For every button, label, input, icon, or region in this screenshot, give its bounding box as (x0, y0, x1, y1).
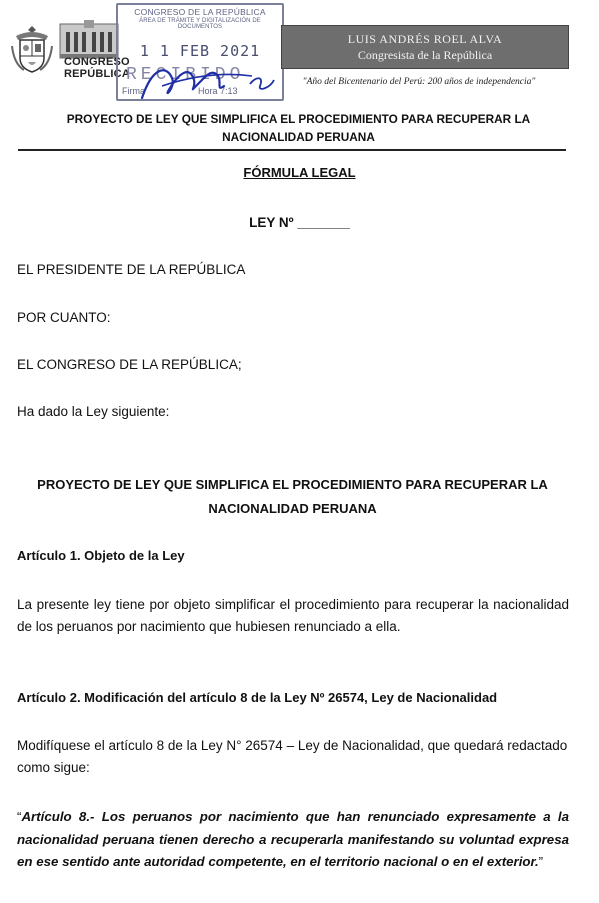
stamp-firma-label: Firma (122, 86, 145, 96)
coat-of-arms-icon (10, 24, 54, 76)
handwritten-signature (132, 58, 292, 104)
quote-lead: Artículo 8.- (21, 809, 102, 824)
por-cuanto-line: POR CUANTO: (17, 310, 111, 325)
congressman-banner (281, 25, 569, 69)
formula-legal-heading: FÓRMULA LEGAL (243, 165, 356, 180)
quote-open-mark: “ (17, 809, 22, 824)
stamp-date: 1 1 FEB 2021 (139, 42, 261, 60)
congressman-role: Congresista de la República (357, 48, 493, 62)
title-divider (18, 149, 566, 151)
article-8-quote (17, 806, 569, 874)
presidente-line: EL PRESIDENTE DE LA REPÚBLICA (17, 262, 246, 277)
ley-number: LEY Nº _______ (249, 215, 350, 230)
bill-title: PROYECTO DE LEY QUE SIMPLIFICA EL PROCEDIMIENTO PARA RECUPERAR LA NACIONALIDAD PERUANA (37, 477, 548, 516)
congreso-line: EL CONGRESO DE LA REPÚBLICA; (17, 357, 242, 372)
ha-dado-line: Ha dado la Ley siguiente: (17, 404, 170, 419)
stamp-hora-label: Hora 7:13 (198, 86, 238, 96)
stamp-institution: CONGRESO DE LA REPÚBLICA (134, 7, 266, 17)
congressman-name: LUIS ANDRÉS ROEL ALVA (347, 32, 503, 46)
congreso-word-line2: REPÚBLICA (64, 68, 130, 80)
document-title: PROYECTO DE LEY QUE SIMPLIFICA EL PROCEDIMIENTO PARA RECUPERAR LA NACIONALIDAD PERUANA (66, 112, 531, 144)
article-2-heading: Artículo 2. Modificación del artículo 8 de la Ley Nº 26574, Ley de Nacionalidad (17, 690, 498, 705)
article-2-text: Modifíquese el artículo 8 de la Ley N° 26574 – Ley de Nacionalidad, que quedará redactado como sigue: (17, 738, 568, 775)
stamp-recibido: RECIBIDO (126, 65, 245, 85)
quote-close-mark: ” (538, 854, 544, 869)
article-1-text: La presente ley tiene por objeto simplificar el procedimiento para recuperar la nacionalidad de los peruanos por nacimiento que hubiesen renunciado a ella. (17, 597, 569, 634)
article-1-heading: Artículo 1. Objeto de la Ley (17, 548, 185, 563)
congreso-word-line1: CONGRESO (64, 56, 130, 68)
quote-body: Los peruanos por nacimiento que han renunciado expresamente a la nacionalidad peruana tienen derecho a recuperarla manifestando su voluntad expresa en ese sentido ante autoridad competente, en el territorio nacional o en el exterior. (17, 809, 570, 869)
year-motto: "Año del Bicentenario del Perú: 200 años de independencia" (302, 77, 536, 87)
stamp-area: ÁREA DE TRÁMITE Y DIGITALIZACIÓN DE DOCUMENTOS (139, 18, 261, 30)
